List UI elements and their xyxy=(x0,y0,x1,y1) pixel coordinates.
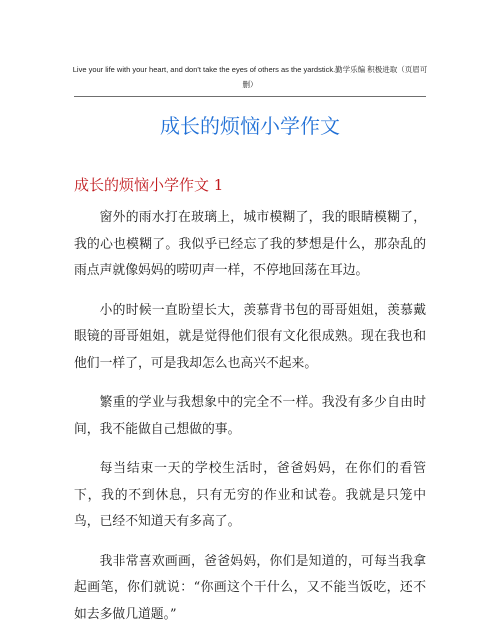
section-title: 成长的烦恼小学作文 1 xyxy=(74,176,224,194)
paragraph: 我非常喜欢画画，爸爸妈妈，你们是知道的，可每当我拿起画笔，你们就说：“你画这个干什么，又不能当饭吃，还不如去多做几道题。” xyxy=(74,553,426,622)
header-divider xyxy=(74,96,426,97)
document-title: 成长的烦恼小学作文 xyxy=(160,114,340,138)
paragraph: 小的时候一直盼望长大，羡慕背书包的哥哥姐姐，羡慕戴眼镜的哥哥姐姐，就是觉得他们很有文化很成熟。现在我也和他们一样了，可是我却怎么也高兴不起来。 xyxy=(74,302,426,371)
paragraph: 窗外的雨水打在玻璃上，城市模糊了，我的眼睛模糊了，我的心也模糊了。我似乎已经忘了我的梦想是什么，那杂乱的雨点声就像妈妈的唠叨声一样，不停地回荡在耳边。 xyxy=(74,210,426,278)
document-body xyxy=(74,205,426,641)
paragraph: 每当结束一天的学校生活时，爸爸妈妈，在你们的看管下，我的不到休息，只有无穷的作业和试卷。我就是只笼中鸟，已经不知道天有多高了。 xyxy=(74,461,426,529)
paragraph: 繁重的学业与我想象中的完全不一样。我没有多少自由时间，我不能做自己想做的事。 xyxy=(74,395,426,437)
page-header-note: Live your life with your heart, and don't take the eyes of others as the yardstick.勤学乐编 积极进取（页眉可删） xyxy=(72,65,428,89)
